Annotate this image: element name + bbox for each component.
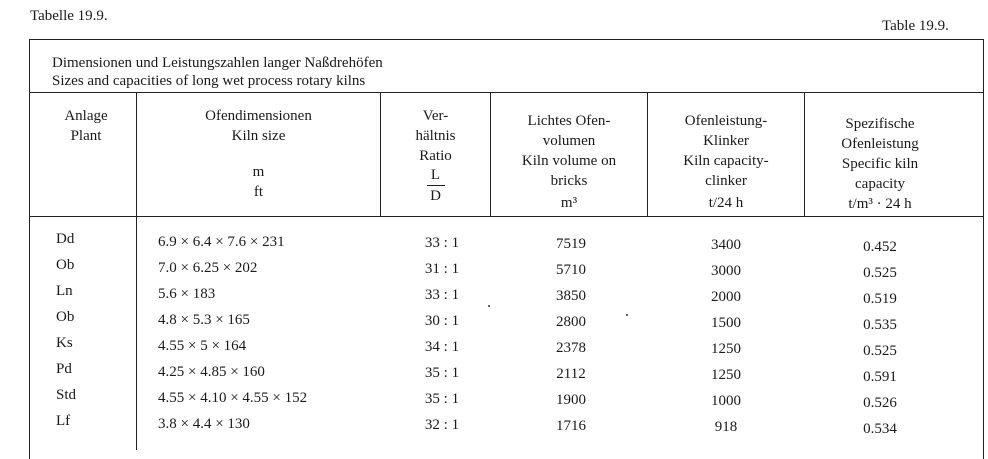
header-ratio-de-2: hältnis [415, 128, 456, 144]
cell-plant: Dd [56, 231, 75, 247]
cell-specific: 0.452 [863, 239, 897, 255]
cell-kiln-size: 6.9 × 6.4 × 7.6 × 231 [158, 234, 285, 250]
caption-german: Dimensionen und Leistungszahlen langer Naßdrehöfen [52, 55, 383, 71]
cell-plant: Lf [56, 413, 71, 429]
header-plant [37, 106, 135, 146]
cell-kiln-size: 3.8 × 4.4 × 130 [158, 416, 250, 432]
cell-capacity: 1250 [711, 341, 741, 357]
header-capacity-de-1: Ofenleistung- [684, 113, 768, 129]
cell-specific: 0.525 [863, 343, 897, 359]
cell-specific: 0.525 [863, 265, 897, 281]
cell-ratio: 34 : 1 [424, 339, 460, 355]
table-label-en: Table 19.9. [882, 18, 949, 34]
header-specific-de-2: Ofenleistung [841, 136, 919, 152]
cell-capacity: 1000 [711, 393, 741, 409]
header-volume-unit: m³ [560, 195, 578, 211]
cell-capacity: 1250 [711, 367, 741, 383]
header-plant-en: Plant [70, 128, 102, 144]
header-size-unit-ft: ft [253, 184, 264, 200]
cell-specific: 0.526 [863, 395, 897, 411]
cell-kiln-size: 5.6 × 183 [158, 286, 216, 302]
cell-volume: 1900 [556, 392, 586, 408]
cell-volume: 3850 [556, 288, 586, 304]
header-volume-de-2: volumen [542, 133, 596, 149]
cell-kiln-size: 4.8 × 5.3 × 165 [158, 312, 250, 328]
cell-specific: 0.591 [863, 369, 897, 385]
cell-ratio: 35 : 1 [424, 365, 460, 381]
ratio-numerator: L [430, 167, 441, 183]
header-plant-de: Anlage [64, 108, 108, 124]
header-capacity-unit: t/24 h [708, 195, 744, 211]
cell-plant: Pd [56, 361, 72, 377]
table-label-de: Tabelle 19.9. [30, 8, 108, 24]
header-size-unit-m: m [252, 164, 265, 180]
cell-capacity: 3000 [711, 263, 741, 279]
header-bottom-rule [29, 216, 984, 217]
cell-capacity: 1500 [711, 315, 741, 331]
header-specific-de-1: Spezifische [845, 116, 915, 132]
cell-volume: 5710 [556, 262, 586, 278]
header-size-en: Kiln size [231, 128, 286, 144]
cell-ratio: 35 : 1 [424, 391, 460, 407]
header-kiln-size [137, 106, 380, 202]
table-caption [52, 54, 383, 90]
header-capacity-de-2: Klinker [703, 133, 749, 149]
cell-volume: 7519 [556, 236, 586, 252]
cell-plant: Std [56, 387, 77, 403]
cell-ratio: 32 : 1 [424, 417, 460, 433]
print-speck [488, 305, 490, 307]
cell-plant: Ob [56, 309, 75, 325]
header-specific-en-2: capacity [855, 176, 905, 192]
cell-kiln-size: 4.55 × 5 × 164 [158, 338, 247, 354]
header-ratio-de-1: Ver- [422, 108, 449, 124]
cell-capacity: 2000 [711, 289, 741, 305]
cell-ratio: 30 : 1 [424, 313, 460, 329]
header-volume-de-1: Lichtes Ofen- [527, 113, 611, 129]
header-size-de: Ofendimensionen [205, 108, 312, 124]
header-top-rule [29, 92, 984, 93]
header-capacity-en-1: Kiln capacity- [683, 153, 769, 169]
ratio-denominator: D [430, 188, 441, 204]
cell-volume: 2112 [556, 366, 586, 382]
header-volume-en-1: Kiln volume on [521, 153, 617, 169]
cell-plant: Ks [56, 335, 73, 351]
cell-plant: Ob [56, 257, 75, 273]
ratio-fraction-line [427, 185, 445, 186]
header-capacity [648, 111, 804, 213]
header-volume-en-2: bricks [550, 173, 588, 189]
cell-ratio: 33 : 1 [424, 287, 460, 303]
cell-ratio: 31 : 1 [424, 261, 460, 277]
header-specific-unit: t/m³ · 24 h [848, 196, 912, 212]
cell-volume: 1716 [556, 418, 586, 434]
header-specific-en-1: Specific kiln [841, 156, 919, 172]
cell-ratio: 33 : 1 [424, 235, 460, 251]
header-volume [491, 111, 647, 213]
cell-specific: 0.534 [863, 421, 897, 437]
cell-plant: Ln [56, 283, 73, 299]
cell-capacity: 918 [714, 419, 738, 435]
caption-english: Sizes and capacities of long wet process rotary kilns [52, 73, 366, 89]
header-specific [805, 114, 955, 214]
print-speck [626, 314, 628, 316]
cell-volume: 2800 [556, 314, 586, 330]
header-ratio [381, 106, 490, 205]
cell-specific: 0.535 [863, 317, 897, 333]
header-ratio-en: Ratio [419, 148, 452, 164]
cell-kiln-size: 4.55 × 4.10 × 4.55 × 152 [158, 390, 308, 406]
cell-kiln-size: 4.25 × 4.85 × 160 [158, 364, 265, 380]
cell-kiln-size: 7.0 × 6.25 × 202 [158, 260, 258, 276]
cell-volume: 2378 [556, 340, 586, 356]
header-capacity-en-2: clinker [705, 173, 747, 189]
cell-capacity: 3400 [711, 237, 741, 253]
cell-specific: 0.519 [863, 291, 897, 307]
